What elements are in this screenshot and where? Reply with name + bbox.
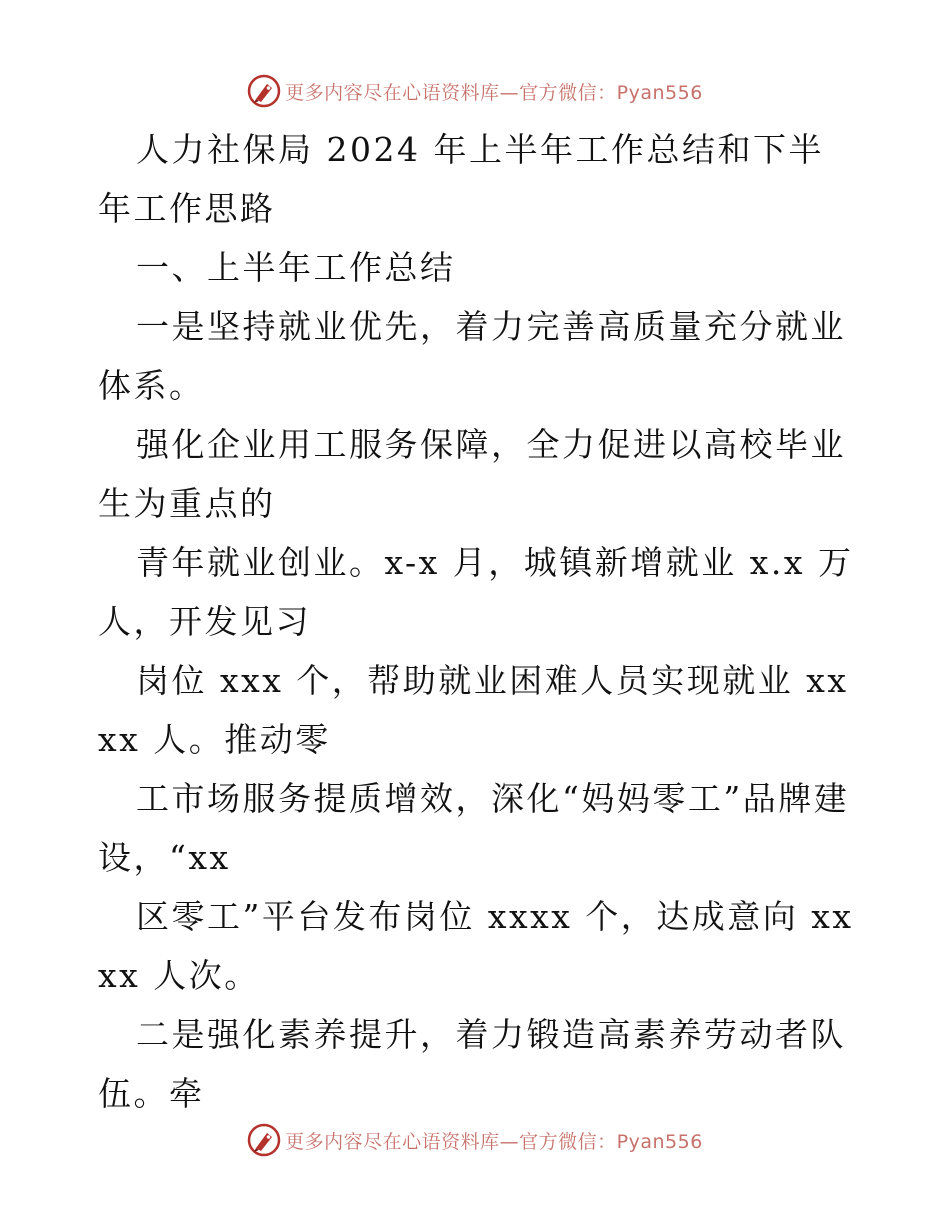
paragraph: 强化企业用工服务保障，全力促进以高校毕业生为重点的 <box>98 425 846 523</box>
paragraph: 工市场服务提质增效，深化“妈妈零工”品牌建设，“xx <box>98 779 850 877</box>
paragraph: 岗位 xxx 个，帮助就业困难人员实现就业 xxxx 人。推动零 <box>98 661 849 759</box>
section-heading: 一、上半年工作总结 <box>136 248 456 287</box>
header-watermark-text: 更多内容尽在心语资料库—官方微信：Pyan556 <box>285 81 703 104</box>
paragraph: 青年就业创业。x-x 月，城镇新增就业 x.x 万人，开发见习 <box>98 543 854 641</box>
header-watermark-banner <box>0 71 950 111</box>
paragraph: 一是坚持就业优先，着力完善高质量充分就业体系。 <box>98 307 846 405</box>
paragraph: 二是强化素养提升，着力锻造高素养劳动者队伍。牵 <box>98 1015 846 1113</box>
footer-watermark-banner <box>0 1120 950 1160</box>
paragraph: 区零工”平台发布岗位 xxxx 个，达成意向 xxxx 人次。 <box>98 897 854 995</box>
footer-watermark-text: 更多内容尽在心语资料库—官方微信：Pyan556 <box>285 1130 703 1153</box>
document-body <box>98 120 858 1123</box>
pen-logo-icon <box>247 74 281 108</box>
pen-logo-icon <box>247 1123 281 1157</box>
document-title: 人力社保局 2024 年上半年工作总结和下半年工作思路 <box>98 130 824 228</box>
